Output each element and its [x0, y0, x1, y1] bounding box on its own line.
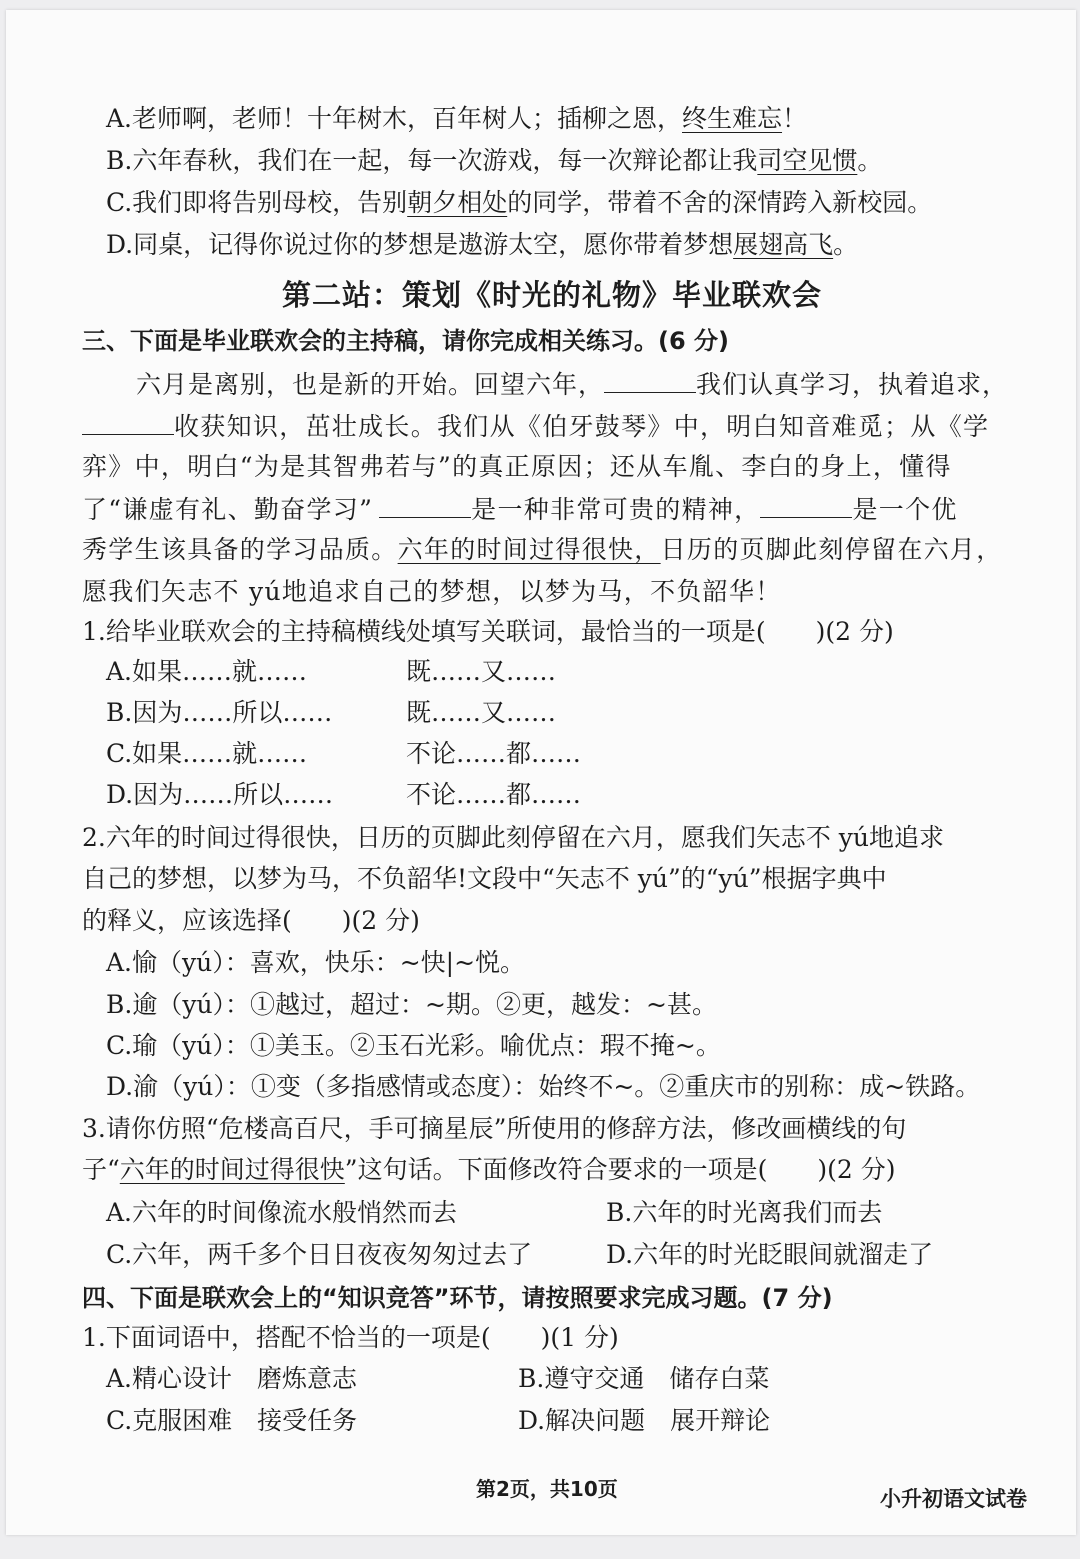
- fill-blank-4[interactable]: [760, 491, 852, 518]
- section-3-heading: 三、下面是毕业联欢会的主持稿，请你完成相关练习。(6 分): [82, 327, 729, 355]
- q3-1-option-c-left: C.如果……就……: [106, 739, 308, 768]
- question-3-2-line-3: 的释义，应该选择( )(2 分): [82, 906, 420, 935]
- q4-1-option-d: D.解决问题 展开辩论: [518, 1406, 771, 1435]
- fill-blank-3[interactable]: [379, 491, 471, 518]
- option-c: C.我们即将告别母校，告别朝夕相处的同学，带着不舍的深情跨入新校园。: [106, 188, 933, 217]
- q3-2-option-a: A.愉（yú）：喜欢，快乐：~快|~悦。: [106, 948, 526, 977]
- paper-title: 小升初语文试卷: [880, 1487, 1027, 1511]
- passage-line-3: 弈》中，明白“为是其智弗若与”的真正原因；还从车胤、李白的身上，懂得: [82, 452, 952, 481]
- question-3-2-line-2: 自己的梦想，以梦为马，不负韶华!文段中“矢志不 yú”的“yú”根据字典中: [82, 864, 887, 893]
- passage-line-6: 愿我们矢志不 yú地追求自己的梦想，以梦为马，不负韶华！: [82, 577, 782, 606]
- question-3-2-line-1: 2.六年的时间过得很快，日历的页脚此刻停留在六月，愿我们矢志不 yú地追求: [82, 823, 945, 852]
- q3-3-option-b: B.六年的时光离我们而去: [606, 1198, 883, 1227]
- q3-3-option-d: D.六年的时光眨眼间就溜走了: [606, 1240, 934, 1269]
- fill-blank-1[interactable]: [604, 366, 696, 393]
- q3-1-option-d-right: 不论……都……: [406, 780, 582, 809]
- q3-3-option-a: A.六年的时间像流水般悄然而去: [106, 1198, 458, 1227]
- exam-page: [6, 10, 1076, 1535]
- q3-2-option-b: B.逾（yú）：①越过，超过：~期。②更，越发：~甚。: [106, 990, 717, 1019]
- option-b: B.六年春秋，我们在一起，每一次游戏，每一次辩论都让我司空见惯。: [106, 146, 883, 175]
- question-3-3-line-1: 3.请你仿照“危楼高百尺，手可摘星辰”所使用的修辞方法，修改画横线的句: [82, 1114, 907, 1143]
- q4-1-option-a: A.精心设计 磨炼意志: [106, 1364, 358, 1393]
- q3-1-option-b-right: 既……又……: [406, 698, 557, 727]
- option-a: A.老师啊，老师！十年树木，百年树人；插柳之恩，终生难忘！: [106, 104, 808, 133]
- passage-line-2: 收获知识，茁壮成长。我们从《伯牙鼓琴》中，明白知音难觅；从《学: [82, 408, 989, 444]
- section-4-heading: 四、下面是联欢会上的“知识竞答”环节，请按照要求完成习题。(7 分): [82, 1284, 833, 1312]
- q3-1-option-b-left: B.因为……所以……: [106, 698, 333, 727]
- passage-line-4: 了“谦虚有礼、勤奋学习” 是一种非常可贵的精神， 是一个优: [82, 491, 958, 527]
- q4-1-option-c: C.克服困难 接受任务: [106, 1406, 358, 1435]
- fill-blank-2[interactable]: [82, 408, 174, 435]
- q3-2-option-c: C.瑜（yú）：①美玉。②玉石光彩。喻优点：瑕不掩~。: [106, 1031, 721, 1060]
- passage-line-5: 秀学生该具备的学习品质。六年的时间过得很快，日历的页脚此刻停留在六月，: [82, 535, 1003, 564]
- option-d: D.同桌，记得你说过你的梦想是遨游太空，愿你带着梦想展翅高飞。: [106, 230, 859, 259]
- q3-1-option-a-right: 既……又……: [406, 657, 557, 686]
- passage-line-1: 六月是离别，也是新的开始。回望六年， 我们认真学习，执着追求，: [136, 366, 1008, 402]
- page-number: 第2页，共10页: [476, 1477, 618, 1501]
- q4-1-option-b: B.遵守交通 储存白菜: [518, 1364, 770, 1393]
- q3-1-option-a-left: A.如果……就……: [106, 657, 308, 686]
- station-title: 第二站：策划《时光的礼物》毕业联欢会: [282, 278, 823, 312]
- question-3-3-line-2: 子“六年的时间过得很快”这句话。下面修改符合要求的一项是( )(2 分): [82, 1155, 896, 1184]
- q3-1-option-c-right: 不论……都……: [406, 739, 582, 768]
- question-4-1: 1.下面词语中，搭配不恰当的一项是( )(1 分): [82, 1323, 619, 1352]
- q3-2-option-d: D.渝（yú）：①变（多指感情或态度）：始终不~。②重庆市的别称：成~铁路。: [106, 1072, 981, 1101]
- q3-1-option-d-left: D.因为……所以……: [106, 780, 334, 809]
- question-3-1: 1.给毕业联欢会的主持稿横线处填写关联词，最恰当的一项是( )(2 分): [82, 617, 894, 646]
- q3-3-option-c: C.六年，两千多个日日夜夜匆匆过去了: [106, 1240, 533, 1269]
